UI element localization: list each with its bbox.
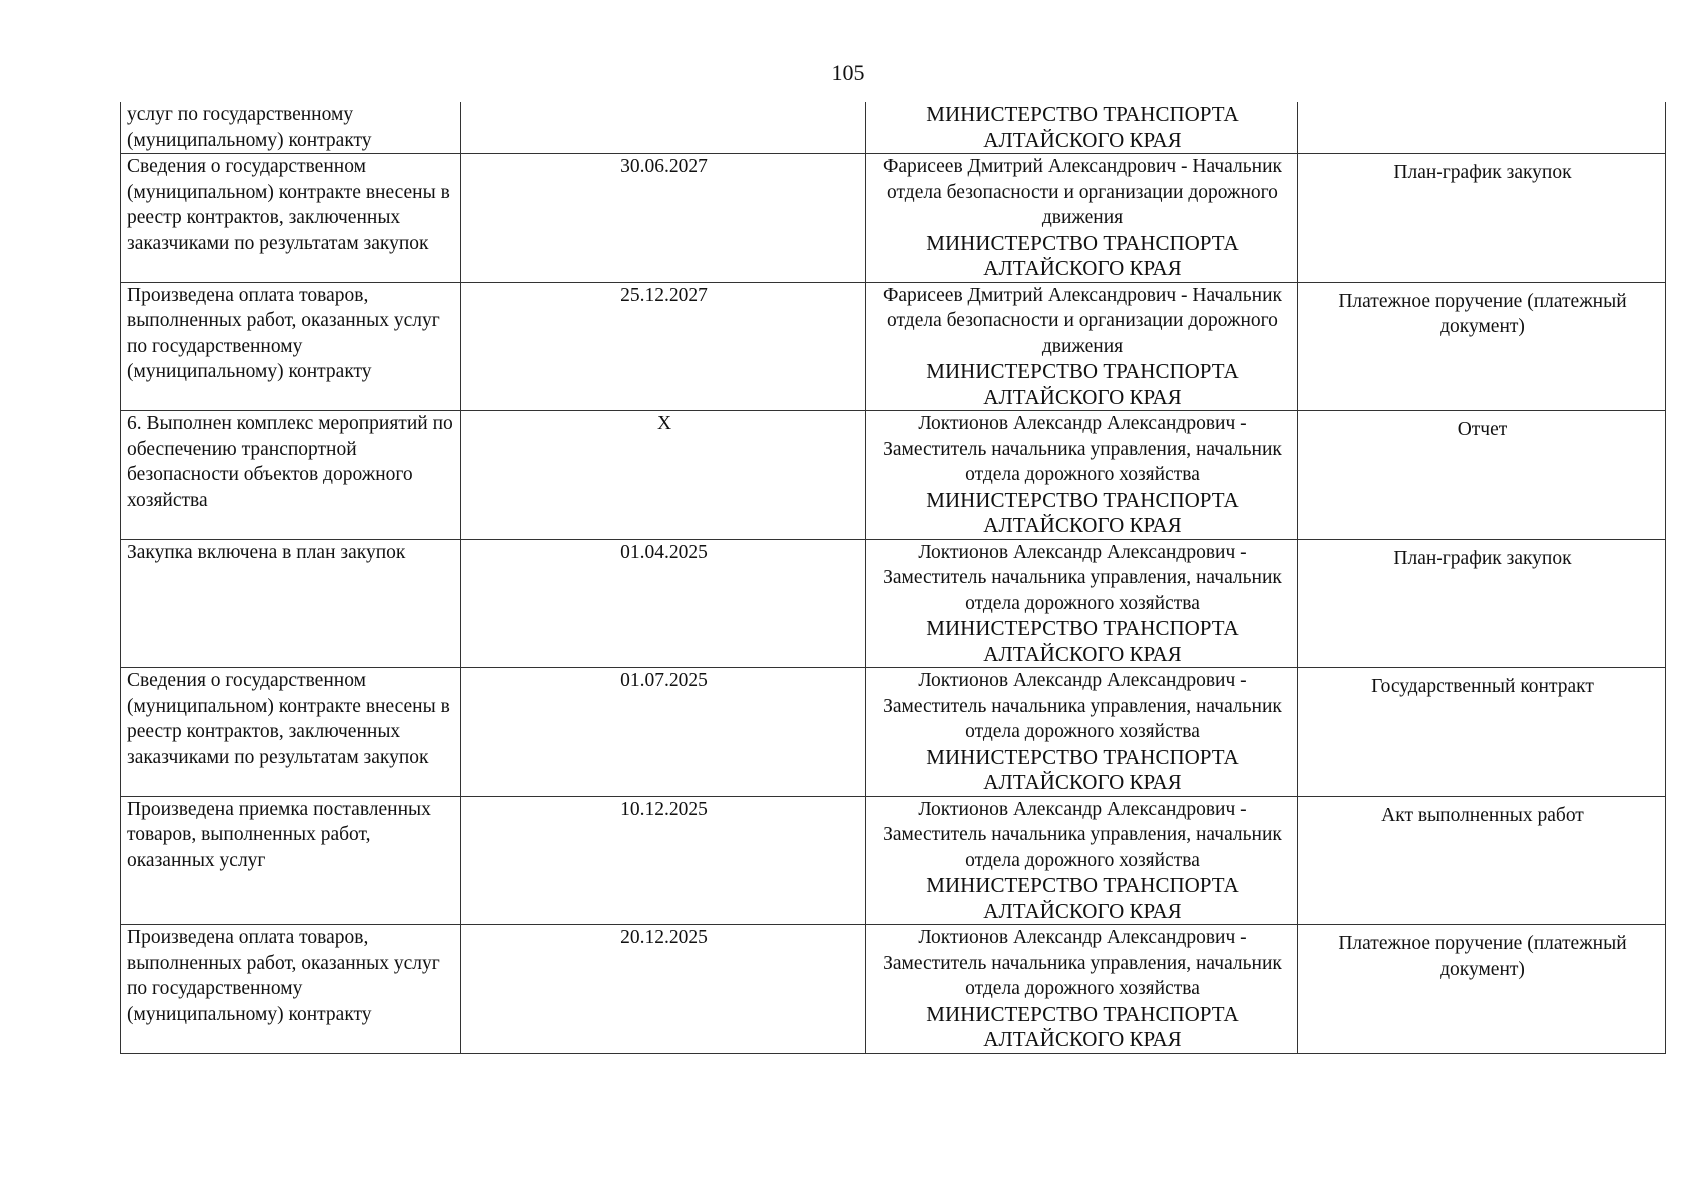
- responsible-cell: [866, 102, 1298, 154]
- responsible-person: Локтионов Александр Александрович - Заместитель начальника управления, начальник отдела дорожного хозяйства: [883, 927, 1282, 999]
- date-cell: 25.12.2027: [461, 282, 866, 411]
- table-row: [121, 796, 1666, 925]
- document-cell: Акт выполненных работ: [1298, 796, 1666, 925]
- responsible-org: МИНИСТЕРСТВО ТРАНСПОРТА АЛТАЙСКОГО КРАЯ: [926, 873, 1239, 923]
- date-cell: X: [461, 411, 866, 540]
- responsible-person: Фарисеев Дмитрий Александрович - Начальник отдела безопасности и организации дорожного движения: [883, 156, 1282, 228]
- responsible-cell: [866, 282, 1298, 411]
- event-name-cell: Сведения о государственном (муниципальном) контракте внесены в реестр контрактов, заключенных заказчиками по результатам закупок: [121, 668, 461, 797]
- document-cell: Государственный контракт: [1298, 668, 1666, 797]
- control-points-table: [120, 102, 1666, 1054]
- date-cell: [461, 102, 866, 154]
- responsible-cell: [866, 668, 1298, 797]
- responsible-cell: [866, 925, 1298, 1054]
- event-name-cell: 6. Выполнен комплекс мероприятий по обеспечению транспортной безопасности объектов дорожного хозяйства: [121, 411, 461, 540]
- page-number: 105: [831, 60, 865, 85]
- date-cell: 01.07.2025: [461, 668, 866, 797]
- responsible-org: МИНИСТЕРСТВО ТРАНСПОРТА АЛТАЙСКОГО КРАЯ: [926, 1001, 1239, 1051]
- responsible-org: МИНИСТЕРСТВО ТРАНСПОРТА АЛТАЙСКОГО КРАЯ: [926, 744, 1239, 794]
- event-name-cell: услуг по государственному (муниципальному) контракту: [121, 102, 461, 154]
- date-cell: 10.12.2025: [461, 796, 866, 925]
- document-cell: План-график закупок: [1298, 154, 1666, 283]
- table-row: [121, 925, 1666, 1054]
- responsible-cell: [866, 796, 1298, 925]
- responsible-cell: [866, 539, 1298, 668]
- event-name-cell: Закупка включена в план закупок: [121, 539, 461, 668]
- responsible-org: МИНИСТЕРСТВО ТРАНСПОРТА АЛТАЙСКОГО КРАЯ: [926, 359, 1239, 409]
- responsible-org: МИНИСТЕРСТВО ТРАНСПОРТА АЛТАЙСКОГО КРАЯ: [926, 230, 1239, 280]
- date-cell: 30.06.2027: [461, 154, 866, 283]
- event-name-cell: Произведена приемка поставленных товаров, выполненных работ, оказанных услуг: [121, 796, 461, 925]
- document-cell: Платежное поручение (платежный документ): [1298, 925, 1666, 1054]
- responsible-person: Локтионов Александр Александрович - Заместитель начальника управления, начальник отдела дорожного хозяйства: [883, 670, 1282, 742]
- responsible-org: МИНИСТЕРСТВО ТРАНСПОРТА АЛТАЙСКОГО КРАЯ: [926, 102, 1239, 152]
- responsible-cell: [866, 154, 1298, 283]
- table-row: [121, 539, 1666, 668]
- date-cell: 20.12.2025: [461, 925, 866, 1054]
- table-row: [121, 411, 1666, 540]
- responsible-person: Фарисеев Дмитрий Александрович - Начальник отдела безопасности и организации дорожного движения: [883, 284, 1282, 357]
- event-name-cell: Сведения о государственном (муниципальном) контракте внесены в реестр контрактов, заключенных заказчиками по результатам закупок: [121, 154, 461, 283]
- responsible-org: МИНИСТЕРСТВО ТРАНСПОРТА АЛТАЙСКОГО КРАЯ: [926, 487, 1239, 537]
- date-cell: 01.04.2025: [461, 539, 866, 668]
- responsible-person: Локтионов Александр Александрович - Заместитель начальника управления, начальник отдела дорожного хозяйства: [883, 541, 1282, 614]
- document-cell: Платежное поручение (платежный документ): [1298, 282, 1666, 411]
- table-row: [121, 282, 1666, 411]
- responsible-org: МИНИСТЕРСТВО ТРАНСПОРТА АЛТАЙСКОГО КРАЯ: [926, 616, 1239, 666]
- table-row: [121, 102, 1666, 154]
- responsible-person: Локтионов Александр Александрович - Заместитель начальника управления, начальник отдела дорожного хозяйства: [883, 798, 1282, 871]
- event-name-cell: Произведена оплата товаров, выполненных работ, оказанных услуг по государственному (муниципальному) контракту: [121, 282, 461, 411]
- responsible-cell: [866, 411, 1298, 540]
- document-cell: [1298, 102, 1666, 154]
- responsible-person: Локтионов Александр Александрович - Заместитель начальника управления, начальник отдела дорожного хозяйства: [883, 413, 1282, 485]
- event-name-cell: Произведена оплата товаров, выполненных работ, оказанных услуг по государственному (муниципальному) контракту: [121, 925, 461, 1054]
- table-row: [121, 154, 1666, 283]
- table-row: [121, 668, 1666, 797]
- document-cell: Отчет: [1298, 411, 1666, 540]
- document-cell: План-график закупок: [1298, 539, 1666, 668]
